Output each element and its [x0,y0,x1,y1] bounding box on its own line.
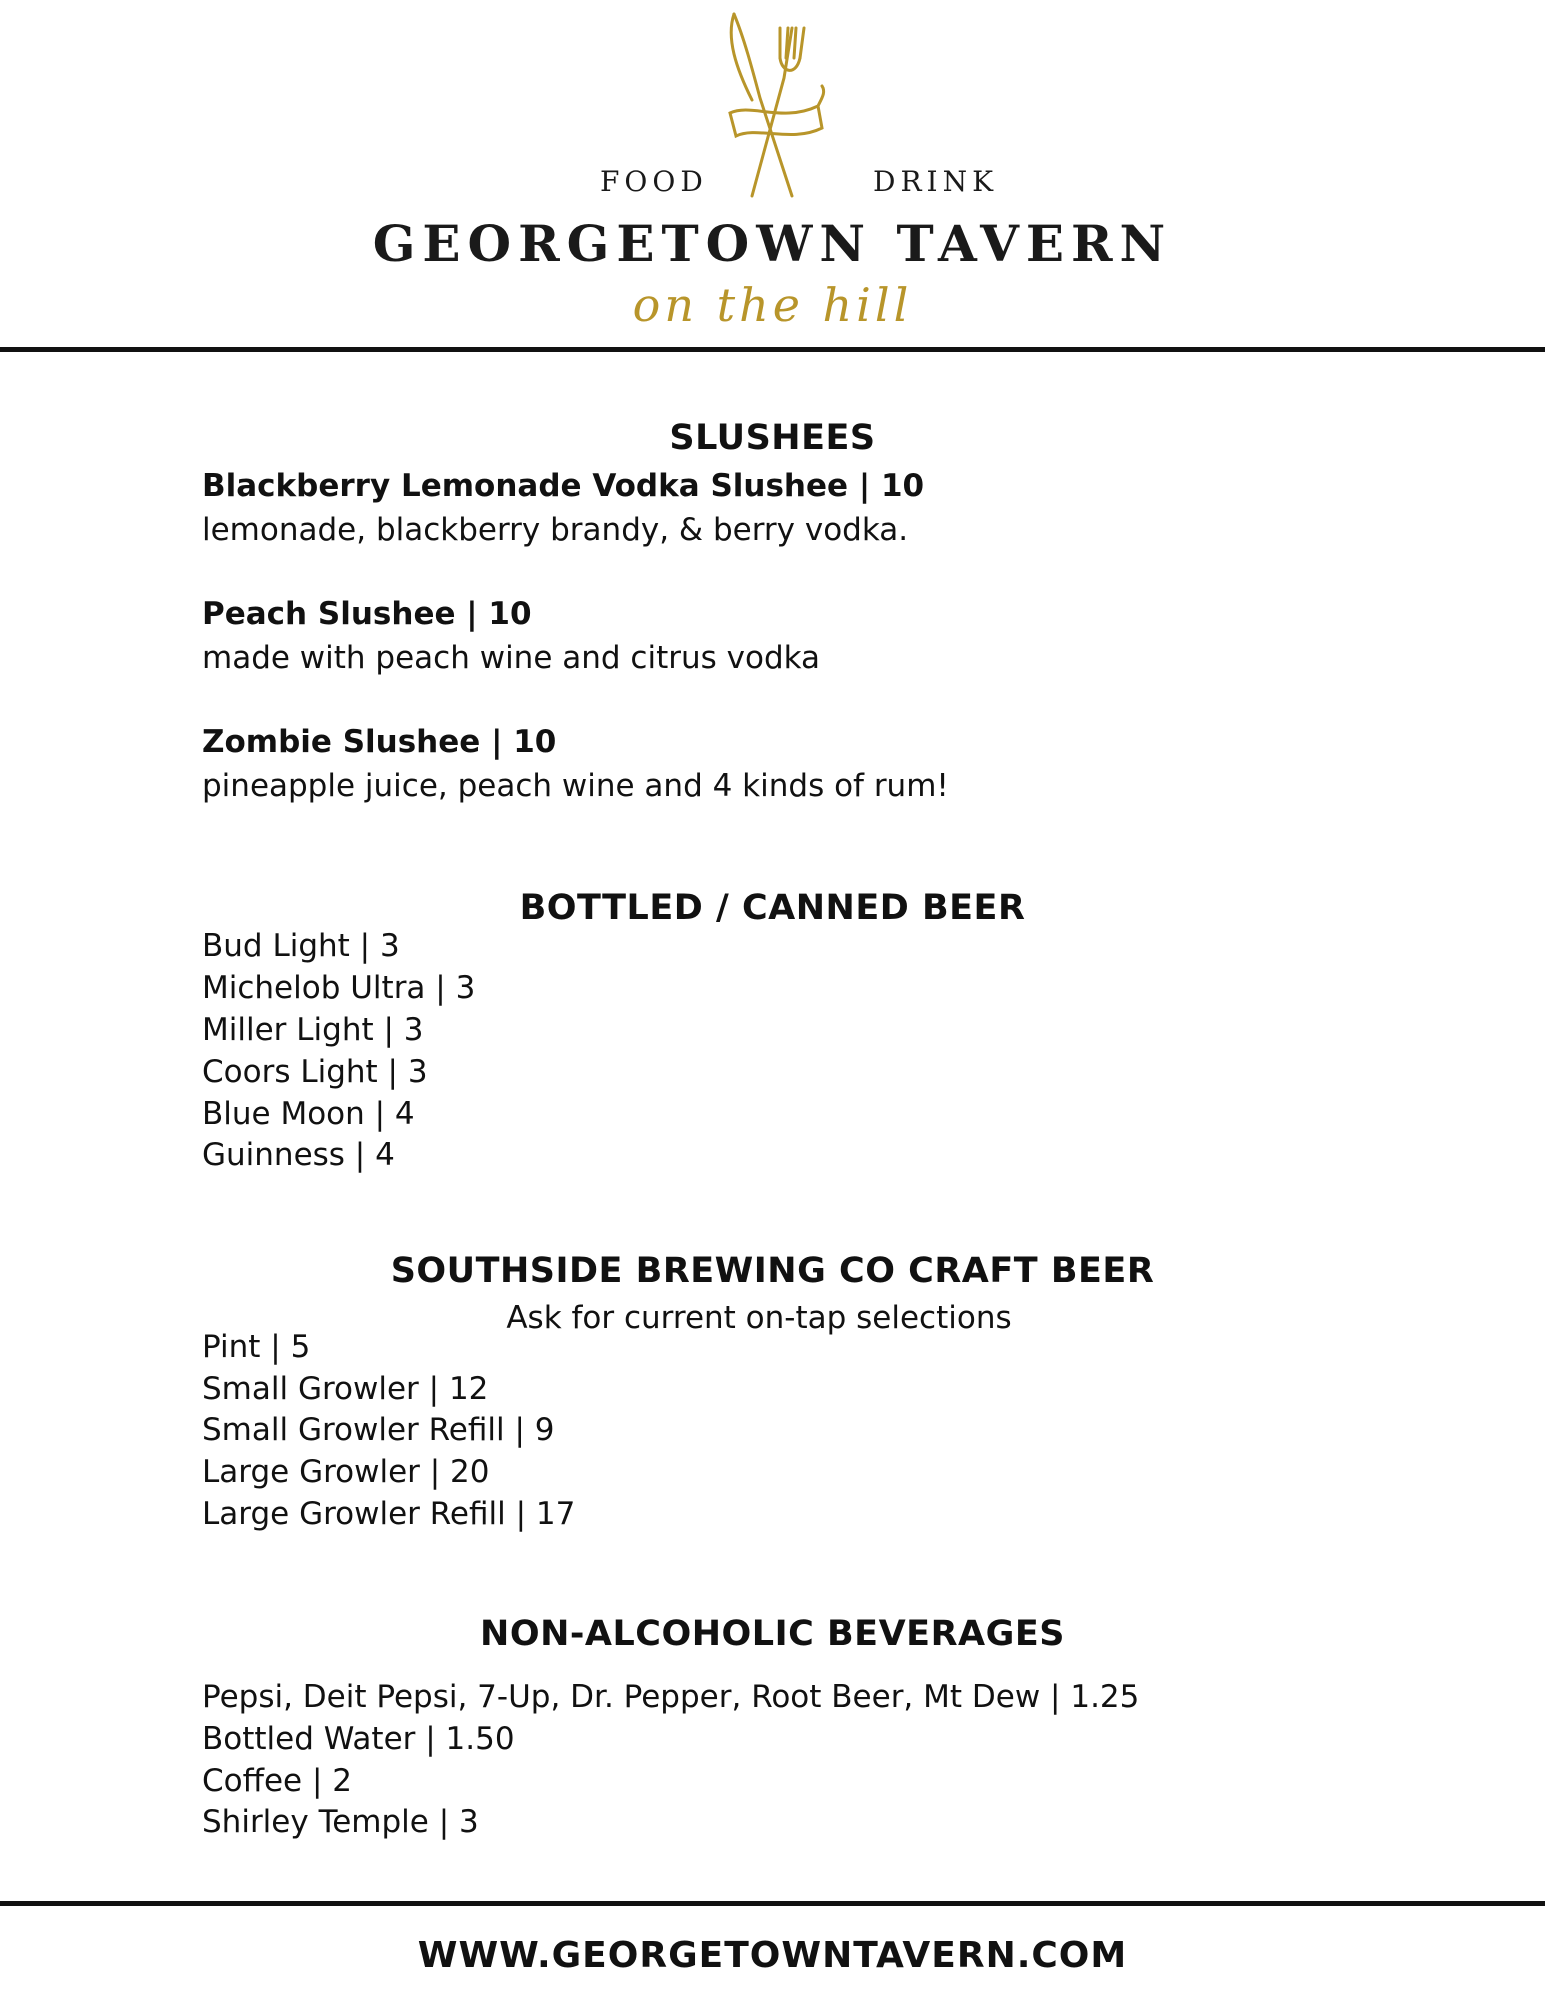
menu-item-desc: made with peach wine and citrus vodka [202,640,821,676]
bottled-beer-heading: BOTTLED / CANNED BEER [519,888,1026,928]
list-item: Michelob Ultra | 3 [202,970,476,1006]
list-item: Large Growler Refill | 17 [202,1496,576,1532]
list-item: Large Growler | 20 [202,1454,490,1490]
brand-title: GEORGETOWN TAVERN [372,214,1173,273]
menu-item-desc: pineapple juice, peach wine and 4 kinds of rum! [202,768,949,804]
website-link[interactable]: WWW.GEORGETOWNTAVERN.COM [417,1935,1128,1976]
list-item: Bottled Water | 1.50 [202,1721,515,1757]
list-item: Guinness | 4 [202,1137,395,1173]
slushees-heading: SLUSHEES [669,418,876,458]
list-item: Miller Light | 3 [202,1012,424,1048]
menu-item-desc: lemonade, blackberry brandy, & berry vodka. [202,512,909,548]
drink-label: DRINK [873,165,999,198]
top-divider [0,347,1545,352]
list-item: Pint | 5 [202,1329,311,1365]
list-item: Bud Light | 3 [202,928,400,964]
crossed-utensils-logo-icon [722,8,832,203]
craft-beer-subtitle: Ask for current on-tap selections [506,1300,1012,1336]
tagline: on the hill [632,278,913,332]
non-alcoholic-heading: NON-ALCOHOLIC BEVERAGES [480,1614,1065,1654]
menu-item-name: Peach Slushee | 10 [202,596,532,632]
menu-item-name: Blackberry Lemonade Vodka Slushee | 10 [202,468,925,504]
list-item: Shirley Temple | 3 [202,1804,479,1840]
food-label: FOOD [600,165,708,198]
menu-item-name: Zombie Slushee | 10 [202,724,557,760]
list-item: Coffee | 2 [202,1763,352,1799]
craft-beer-heading: SOUTHSIDE BREWING CO CRAFT BEER [390,1251,1155,1291]
bottom-divider [0,1901,1545,1906]
list-item: Coors Light | 3 [202,1054,428,1090]
list-item: Small Growler Refill | 9 [202,1412,555,1448]
list-item: Blue Moon | 4 [202,1096,415,1132]
list-item: Pepsi, Deit Pepsi, 7-Up, Dr. Pepper, Root Beer, Mt Dew | 1.25 [202,1679,1140,1715]
list-item: Small Growler | 12 [202,1371,489,1407]
